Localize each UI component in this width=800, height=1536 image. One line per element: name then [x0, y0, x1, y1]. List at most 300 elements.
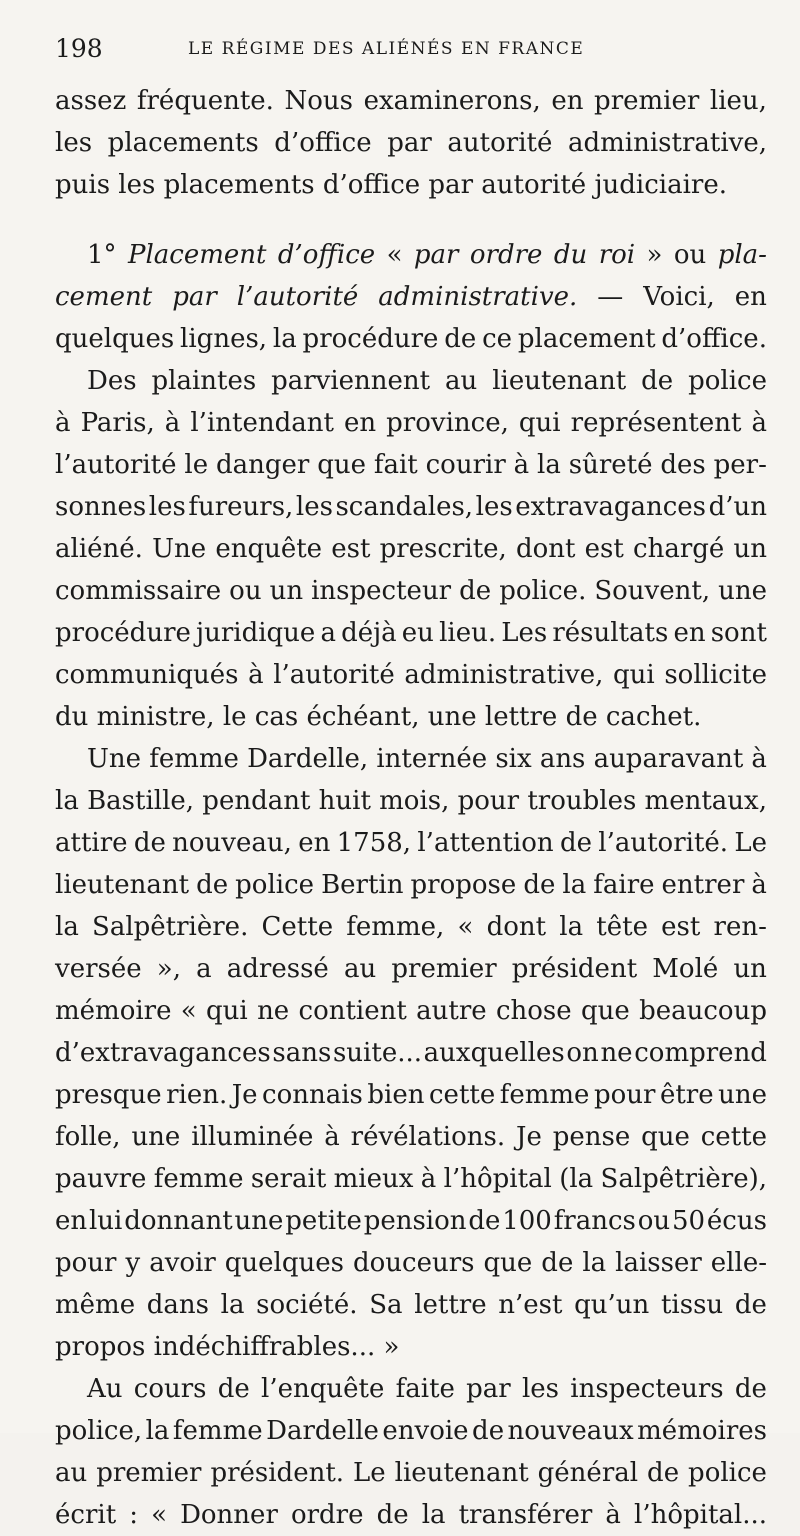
word: n’est — [498, 1290, 563, 1320]
word: « — [457, 912, 474, 942]
word: administrative. — [378, 282, 578, 312]
word: Bastille, — [87, 786, 195, 816]
word: administrative, — [567, 128, 767, 158]
word: suite... — [332, 1038, 423, 1068]
word: ou — [637, 1206, 671, 1236]
text-line — [55, 570, 767, 612]
word: le — [184, 450, 209, 480]
word: police — [235, 870, 315, 900]
word: de — [559, 828, 592, 858]
word: en — [343, 408, 377, 438]
word: entrer — [661, 870, 745, 900]
word: cette — [429, 1080, 496, 1110]
word: femme, — [346, 912, 445, 942]
word: la — [272, 324, 297, 354]
word: par — [466, 1374, 511, 1404]
word: dont — [515, 534, 576, 564]
word: pour — [593, 1080, 656, 1110]
word: à — [751, 744, 767, 774]
word: ordre — [469, 240, 543, 270]
word: l’intendant — [190, 408, 334, 438]
text-line — [87, 738, 767, 780]
word: Voici, — [643, 282, 715, 312]
word: ou — [673, 240, 707, 270]
word: lui — [88, 1206, 123, 1236]
text-line — [55, 80, 767, 122]
text-line — [55, 122, 767, 164]
word: une — [718, 1080, 767, 1110]
word: folle, — [55, 1122, 121, 1152]
word: par — [387, 128, 432, 158]
word: parviennent — [271, 366, 431, 396]
paragraph — [55, 738, 767, 1368]
word: au — [343, 954, 377, 984]
word: faire — [593, 870, 655, 900]
word: Molé — [652, 954, 719, 984]
word: ou — [229, 576, 262, 606]
word: de — [641, 366, 674, 396]
word: d’un — [708, 492, 767, 522]
text-line — [55, 1410, 767, 1452]
running-title: LE RÉGIME DES ALIÉNÉS EN FRANCE — [188, 39, 585, 59]
word: per- — [713, 450, 767, 480]
word: placement — [517, 324, 656, 354]
word: Une — [152, 534, 207, 564]
word: sans — [272, 1038, 332, 1068]
word: communiqués — [55, 660, 239, 690]
word: Le — [353, 1458, 386, 1488]
word: serait — [250, 1164, 327, 1194]
text-line — [55, 1494, 767, 1536]
word: attire — [55, 828, 128, 858]
word: 1° — [87, 240, 117, 270]
word: mentaux, — [644, 786, 767, 816]
word: d’office. — [661, 324, 767, 354]
word: ren- — [713, 912, 767, 942]
word: par — [413, 240, 459, 270]
word: dont — [486, 912, 547, 942]
word: autorité — [447, 128, 553, 158]
word: donnant — [124, 1206, 233, 1236]
word: — — [597, 282, 624, 312]
word: révélations. — [350, 1122, 506, 1152]
word: l’autorité — [236, 282, 359, 312]
word: 100 — [502, 1206, 552, 1236]
word: femme — [172, 1416, 263, 1446]
word: est — [584, 534, 624, 564]
word: inspecteurs — [570, 1374, 724, 1404]
text-line — [55, 1242, 767, 1284]
word: tête — [596, 912, 648, 942]
page-body — [55, 80, 767, 1536]
word: ce — [482, 324, 513, 354]
word: premier — [96, 1458, 202, 1488]
word: roi — [598, 240, 636, 270]
word: placements — [107, 128, 259, 158]
word: huit — [318, 786, 371, 816]
word: illuminée — [191, 1122, 314, 1152]
word: petite — [285, 1206, 362, 1236]
word: la — [537, 450, 561, 480]
word: police — [688, 366, 767, 396]
word: a — [320, 618, 336, 648]
word: même — [55, 1290, 136, 1320]
word: à — [513, 450, 530, 480]
word: police, — [55, 1416, 143, 1446]
word: cement — [55, 282, 153, 312]
word: propos indéchiffrables... » — [55, 1332, 400, 1362]
page-number: 198 — [55, 34, 103, 63]
text-line — [55, 864, 767, 906]
word: qui — [518, 408, 561, 438]
word: auparavant — [593, 744, 744, 774]
word: examinerons, — [363, 86, 541, 116]
word: à — [164, 408, 181, 438]
word: à — [324, 1122, 340, 1152]
word: assez — [55, 86, 127, 116]
word: premier — [594, 86, 700, 116]
word: fréquente. — [136, 86, 274, 116]
word: lignes, — [180, 324, 268, 354]
text-line — [55, 780, 767, 822]
page-header — [55, 34, 755, 68]
word: avoir — [149, 1248, 216, 1278]
word: de — [468, 1206, 501, 1236]
word: en — [298, 828, 331, 858]
word: (la — [559, 1164, 594, 1194]
text-line — [87, 1368, 767, 1410]
word: à — [420, 1164, 437, 1194]
word: une — [234, 1206, 284, 1236]
word: Placement — [127, 240, 267, 270]
text-line — [55, 528, 767, 570]
word: ne — [257, 996, 290, 1026]
text-line — [55, 1326, 767, 1368]
word: eu — [401, 618, 434, 648]
word: mémoires — [637, 1416, 767, 1446]
text-line — [55, 402, 767, 444]
word: au — [55, 1458, 88, 1488]
word: de — [444, 324, 477, 354]
word: extravagances — [515, 492, 707, 522]
word: Je — [516, 1122, 542, 1152]
word: police — [688, 1458, 767, 1488]
word: elle- — [710, 1248, 767, 1278]
word: presque — [55, 1080, 162, 1110]
word: l’attention — [417, 828, 554, 858]
word: l’autorité. — [598, 828, 729, 858]
word: lieu, — [709, 86, 767, 116]
word: pla- — [717, 240, 767, 270]
word: femme — [149, 744, 239, 774]
word: la — [582, 1248, 607, 1278]
word: que — [580, 996, 630, 1026]
word: envoie — [382, 1416, 469, 1446]
word: une — [131, 1122, 181, 1152]
word: président — [511, 954, 638, 984]
word: l’hôpital... — [634, 1500, 767, 1530]
text-line — [87, 234, 767, 276]
word: Des — [87, 366, 137, 396]
word: un — [733, 954, 767, 984]
word: chose — [495, 996, 572, 1026]
word: de — [196, 870, 229, 900]
word: laisser — [615, 1248, 702, 1278]
word: l’autorité — [55, 450, 177, 480]
word: la — [562, 870, 587, 900]
word: prescrite, — [379, 534, 507, 564]
word: est — [331, 534, 371, 564]
word: est — [661, 912, 701, 942]
paragraph — [55, 360, 767, 738]
word: écrit — [55, 1500, 117, 1530]
word: une — [718, 576, 767, 606]
word: nouveaux — [507, 1416, 634, 1446]
word: l’autorité — [273, 660, 395, 690]
text-line — [55, 612, 767, 654]
word: pendant — [202, 786, 311, 816]
word: Salpêtrière. — [92, 912, 249, 942]
word: l’enquête — [261, 1374, 385, 1404]
word: la — [220, 1290, 245, 1320]
word: des — [660, 450, 706, 480]
text-line — [55, 822, 767, 864]
word: Paris, — [80, 408, 155, 438]
word: la — [145, 1416, 170, 1446]
word: administrative, — [404, 660, 604, 690]
word: la — [55, 912, 79, 942]
word: Les — [501, 618, 548, 648]
word: commissaire — [55, 576, 222, 606]
word: quelques — [224, 1248, 344, 1278]
text-line — [55, 486, 767, 528]
word: courir — [425, 450, 506, 480]
word: mieux — [333, 1164, 414, 1194]
word: francs — [553, 1206, 636, 1236]
word: quelques — [55, 324, 175, 354]
word: d’extravagances — [55, 1038, 271, 1068]
word: beaucoup — [639, 996, 767, 1026]
word: de — [647, 1458, 680, 1488]
word: police. — [499, 576, 587, 606]
word: déjà — [341, 618, 397, 648]
word: pension — [363, 1206, 467, 1236]
word: en — [673, 618, 706, 648]
word: la — [55, 786, 79, 816]
word: à — [248, 660, 264, 690]
word: Sa — [369, 1290, 403, 1320]
word: six — [495, 744, 532, 774]
word: l’hôpital — [443, 1164, 552, 1194]
word: bien — [367, 1080, 425, 1110]
text-line — [55, 948, 767, 990]
text-line — [55, 1032, 767, 1074]
word: lieutenant — [55, 870, 190, 900]
word: cette — [700, 1122, 767, 1152]
word: plaintes — [151, 366, 257, 396]
word: d’office — [277, 240, 376, 270]
word: Dardelle — [266, 1416, 379, 1446]
text-line — [55, 696, 767, 738]
word: pauvre — [55, 1164, 147, 1194]
word: » — [646, 240, 663, 270]
word: douceurs — [353, 1248, 475, 1278]
word: pense — [552, 1122, 631, 1152]
word: danger — [215, 450, 310, 480]
word: premier — [391, 954, 497, 984]
word: en — [734, 282, 767, 312]
text-line — [55, 444, 767, 486]
paragraph-gap — [55, 206, 767, 234]
word: mois, — [379, 786, 450, 816]
word: « — [180, 996, 197, 1026]
word: adressé — [226, 954, 329, 984]
word: Salpêtrière), — [600, 1164, 767, 1194]
word: écus — [706, 1206, 767, 1236]
word: président. — [210, 1458, 345, 1488]
word: à — [751, 408, 767, 438]
text-line — [55, 1116, 767, 1158]
word: enquête — [215, 534, 323, 564]
word: procédure — [302, 324, 439, 354]
word: connais — [262, 1080, 363, 1110]
text-line — [87, 360, 767, 402]
word: société. — [256, 1290, 358, 1320]
text-line — [55, 164, 767, 206]
word: pour — [457, 786, 520, 816]
word: Je — [231, 1080, 258, 1110]
paragraph — [55, 234, 767, 360]
word: à — [751, 870, 767, 900]
word: du ministre, le cas échéant, une lettre de cachet. — [55, 702, 702, 732]
word: à — [605, 1500, 621, 1530]
word: « — [386, 240, 403, 270]
word: de — [541, 1248, 574, 1278]
text-line — [55, 990, 767, 1032]
word: dans — [146, 1290, 209, 1320]
word: propose — [410, 870, 517, 900]
word: de — [217, 1374, 250, 1404]
word: être — [659, 1080, 714, 1110]
text-line — [55, 1284, 767, 1326]
word: cours — [133, 1374, 207, 1404]
word: les — [148, 492, 186, 522]
word: lettre — [414, 1290, 487, 1320]
word: sollicite — [664, 660, 767, 690]
word: province, — [386, 408, 509, 438]
word: 1758, — [336, 828, 412, 858]
word: », — [156, 954, 181, 984]
word: lieutenant — [492, 366, 627, 396]
paragraph — [55, 80, 767, 206]
word: pour — [55, 1248, 117, 1278]
word: un — [733, 534, 767, 564]
word: par — [172, 282, 217, 312]
word: autre — [416, 996, 487, 1026]
word: aliéné. — [55, 534, 143, 564]
word: en — [55, 1206, 88, 1236]
word: de — [734, 1290, 767, 1320]
word: Donner — [180, 1500, 278, 1530]
word: Souvent, — [594, 576, 711, 606]
word: de — [459, 576, 492, 606]
word: les — [295, 492, 333, 522]
word: inspecteur — [311, 576, 452, 606]
word: les — [55, 128, 93, 158]
word: y — [125, 1248, 141, 1278]
word: la — [559, 912, 584, 942]
word: versée — [55, 954, 142, 984]
text-line — [55, 654, 767, 696]
word: comprend — [634, 1038, 767, 1068]
word: sonnes — [55, 492, 147, 522]
word: au — [445, 366, 478, 396]
word: ordre — [290, 1500, 364, 1530]
text-line — [55, 318, 767, 360]
word: scandales, — [335, 492, 474, 522]
word: un — [269, 576, 304, 606]
text-line — [55, 1452, 767, 1494]
word: de — [472, 1416, 505, 1446]
word: à — [55, 408, 71, 438]
word: Au — [87, 1374, 123, 1404]
word: qui — [206, 996, 248, 1026]
word: en — [551, 86, 584, 116]
word: qui — [612, 660, 655, 690]
word: que — [483, 1248, 533, 1278]
word: Nous — [284, 86, 354, 116]
word: qu’un — [574, 1290, 650, 1320]
word: femme — [499, 1080, 590, 1110]
word: de — [133, 828, 166, 858]
word: les — [475, 492, 513, 522]
word: chargé — [633, 534, 725, 564]
word: de — [523, 870, 556, 900]
word: Dardelle, — [247, 744, 369, 774]
word: troubles — [527, 786, 637, 816]
word: puis les placements d’office par autorité judiciaire. — [55, 170, 728, 200]
word: d’office — [274, 128, 372, 158]
word: faite — [395, 1374, 455, 1404]
word: Cette — [261, 912, 334, 942]
word: représentent — [570, 408, 742, 438]
word: transférer — [458, 1500, 593, 1530]
text-line — [55, 1158, 767, 1200]
word: du — [553, 240, 588, 270]
word: Une — [87, 744, 142, 774]
word: ne — [600, 1038, 633, 1068]
word: sont — [710, 618, 767, 648]
word: fait — [373, 450, 418, 480]
word: 50 — [671, 1206, 706, 1236]
word: nouveau, — [172, 828, 292, 858]
word: Bertin — [321, 870, 404, 900]
word: on — [566, 1038, 599, 1068]
word: Le — [734, 828, 767, 858]
word: ans — [539, 744, 586, 774]
word: auxquelles — [423, 1038, 565, 1068]
paragraph — [55, 1368, 767, 1536]
word: de — [734, 1374, 767, 1404]
word: a — [196, 954, 212, 984]
word: la — [421, 1500, 446, 1530]
text-line — [55, 1074, 767, 1116]
word: lieutenant — [394, 1458, 529, 1488]
word: rien. — [166, 1080, 228, 1110]
word: internée — [376, 744, 488, 774]
word: : — [129, 1500, 138, 1530]
word: sûreté — [568, 450, 653, 480]
